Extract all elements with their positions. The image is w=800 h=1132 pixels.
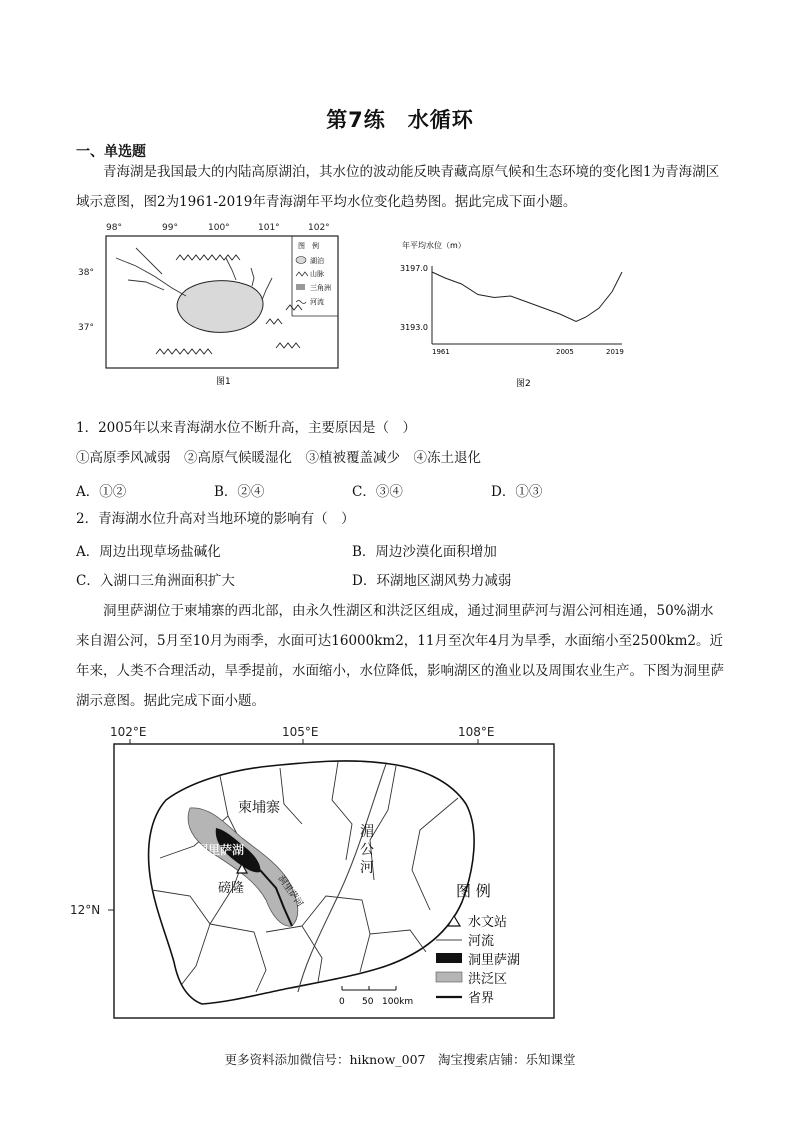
- q2-option-d[interactable]: D．环湖地区湖风势力减弱: [352, 573, 512, 589]
- fig1-lon-101: 101°: [258, 223, 280, 233]
- map-lat-12: 12°N: [70, 903, 101, 917]
- map-label-lake: 洞里萨湖: [196, 843, 245, 857]
- legend-lake-swatch: [436, 953, 462, 963]
- fig1-caption: 图1: [216, 377, 231, 387]
- section-heading: 一、单选题: [76, 144, 146, 160]
- map-label-river: 洞里萨河: [275, 873, 305, 910]
- q2-option-c[interactable]: C．入湖口三角洲面积扩大: [76, 573, 235, 589]
- fig1-lon-100: 100°: [208, 223, 230, 233]
- fig1-legend-delta: 三角洲: [310, 284, 331, 292]
- legend-flood-swatch: [436, 972, 462, 982]
- legend-lake-icon: [296, 257, 306, 264]
- legend-delta-icon: [296, 284, 305, 290]
- map-legend-station: 水文站: [468, 915, 508, 930]
- figure-2-chart: [398, 238, 638, 388]
- qinghai-lake: [177, 281, 263, 333]
- scale-50: 50: [362, 997, 374, 1007]
- fig2-caption: 图2: [516, 379, 531, 388]
- q2-stem: 2．青海湖水位升高对当地环境的影响有（ ）: [76, 511, 355, 527]
- page-title: 第7练 水循环: [326, 108, 474, 132]
- scale-0: 0: [339, 997, 345, 1007]
- chart-xtick-2005: 2005: [556, 348, 574, 356]
- q1-stem: 1．2005年以来青海湖水位不断升高，主要原因是（ ）: [76, 420, 416, 436]
- chart-xtick-2019: 2019: [606, 348, 624, 356]
- map-label-mekong: [360, 824, 374, 876]
- figure-1-map: [76, 218, 366, 388]
- chart-ylabel: 年平均水位（m）: [402, 241, 466, 250]
- svg-text:湄公河: 湄公河: [360, 824, 374, 876]
- scale-100: 100km: [382, 997, 414, 1007]
- fig1-legend-lake: 湖泊: [310, 257, 324, 265]
- q2-option-b[interactable]: B．周边沙漠化面积增加: [352, 544, 497, 560]
- fig1-lon-98: 98°: [106, 223, 122, 233]
- map-lon-105: 105°E: [282, 725, 319, 739]
- map-label-station: 磅隆: [218, 881, 245, 896]
- water-level-series: [432, 272, 622, 322]
- fig1-lat-38: 38°: [78, 268, 94, 278]
- passage-qinghai: 青海湖是我国最大的内陆高原湖泊，其水位的波动能反映青藏高原气候和生态环境的变化图1为青海湖区域示意图，图2为1961-2019年青海湖年平均水位变化趋势图。据此完成下面小题。: [76, 164, 720, 210]
- map-legend-river: 河流: [468, 934, 495, 949]
- footer-text: 更多资料添加微信号：hiknow_007 淘宝搜索店铺：乐知课堂: [224, 1052, 576, 1067]
- map-legend-boundary: 省界: [468, 991, 495, 1006]
- chart-ytick-bottom: 3193.0: [400, 323, 428, 332]
- tonle-sap-map: [70, 720, 570, 1020]
- fig1-legend-river: 河流: [310, 298, 324, 306]
- chart-ytick-top: 3197.0: [400, 264, 428, 273]
- map-legend-lake: 洞里萨湖: [468, 953, 521, 968]
- map-lon-102: 102°E: [110, 725, 147, 739]
- fig1-lon-102: 102°: [308, 223, 330, 233]
- q1-option-a[interactable]: A．①②: [76, 484, 127, 500]
- map-legend-flood: 洪泛区: [468, 972, 508, 987]
- fig1-lat-37: 37°: [78, 323, 94, 333]
- fig1-lon-99: 99°: [162, 223, 178, 233]
- map-lon-108: 108°E: [458, 725, 495, 739]
- q2-option-a[interactable]: A．周边出现草场盐碱化: [76, 544, 221, 560]
- passage-tonle-sap: 洞里萨湖位于柬埔寨的西北部，由永久性湖区和洪泛区组成，通过洞里萨河与湄公河相连通，50%湖水来自湄公河，5月至10月为雨季，水面可达16000km2，11月至次年4月为旱季，水面缩小至2500km2。近年来，人类不合理活动，旱季提前，水面缩小，水位降低，影响湖区的渔业以及周围农业生产。下图为洞里萨湖示意图。据此完成下面小题。: [76, 603, 724, 709]
- q1-option-b[interactable]: B．②④: [214, 484, 265, 500]
- q1-option-c[interactable]: C．③④: [352, 484, 403, 500]
- q1-option-d[interactable]: D．①③: [491, 484, 543, 500]
- fig1-legend-mountain: 山脉: [310, 270, 324, 278]
- legend-river-icon: [296, 301, 306, 304]
- map-label-cambodia: 柬埔寨: [238, 800, 280, 816]
- map-legend-title: 图 例: [456, 882, 491, 900]
- legend-mountain-icon: [296, 272, 308, 276]
- chart-xtick-1961: 1961: [432, 348, 450, 356]
- q1-items: ①高原季风减弱 ②高原气候暖湿化 ③植被覆盖减少 ④冻土退化: [76, 450, 481, 466]
- fig1-legend-title: 图 例: [298, 242, 319, 250]
